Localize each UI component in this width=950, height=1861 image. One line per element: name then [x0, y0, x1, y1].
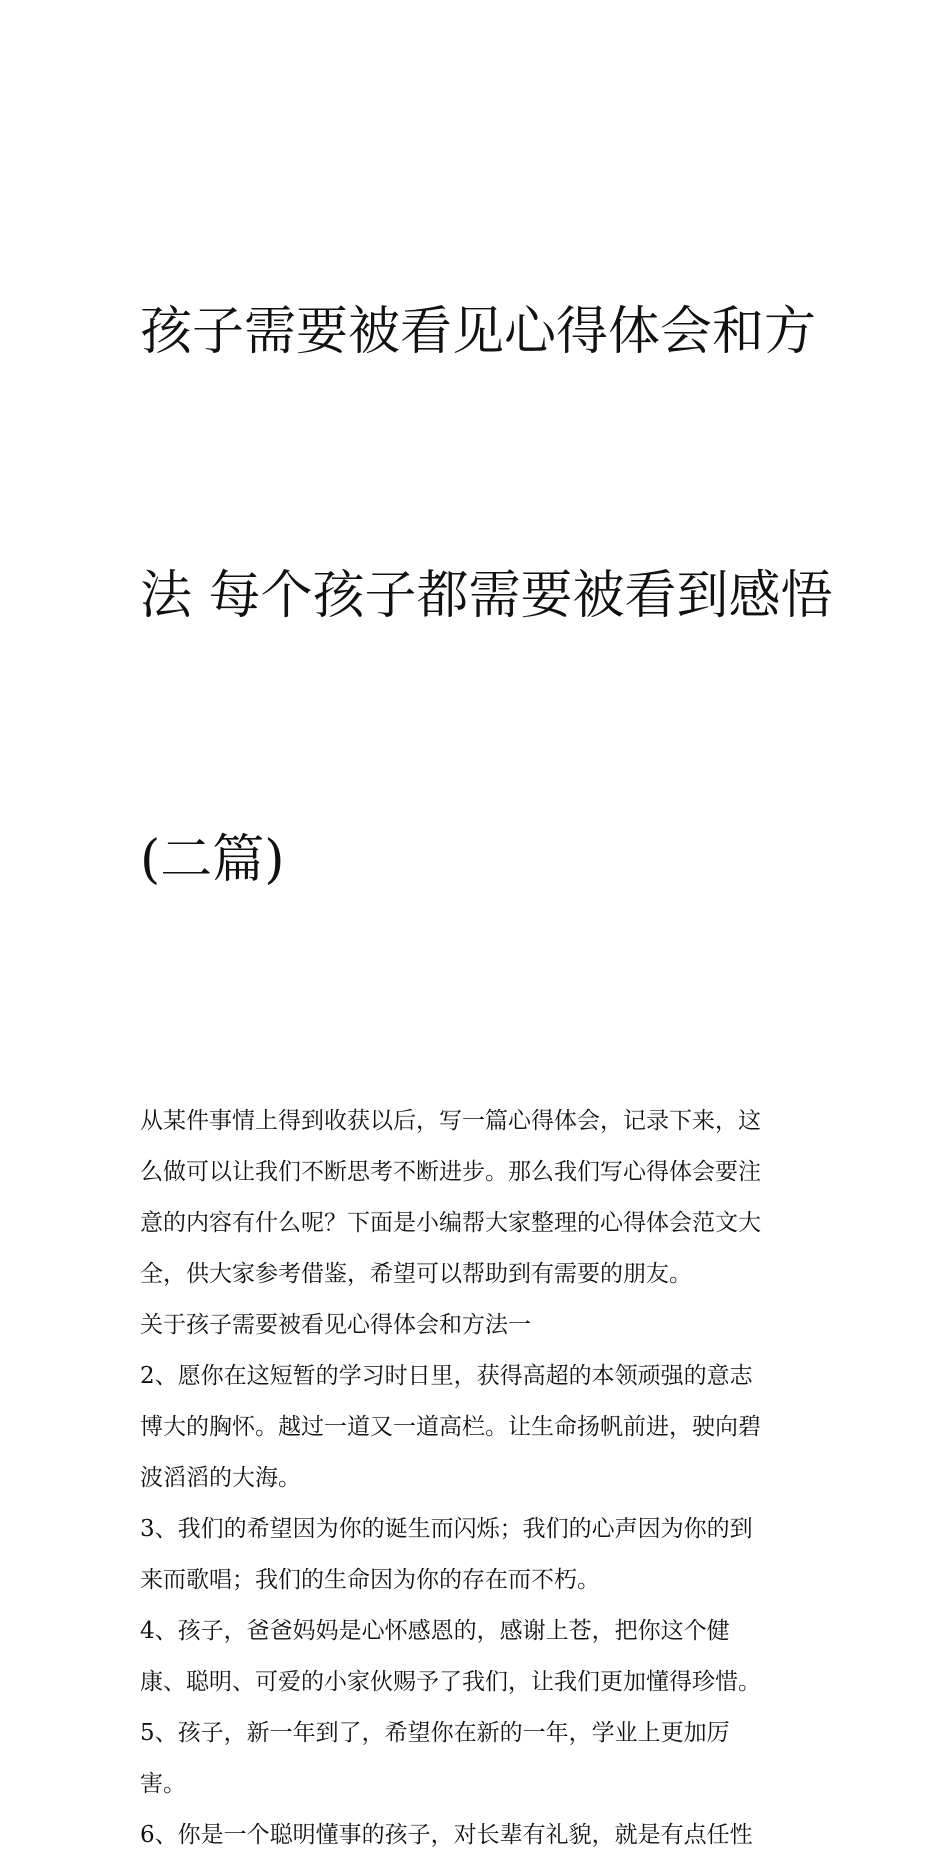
list-item: [140, 1351, 820, 1504]
section-heading-text: 关于孩子需要被看见心得体会和方法一: [140, 1312, 531, 1338]
list-item: [140, 1606, 820, 1708]
intro-paragraph: [140, 1096, 820, 1300]
list-item-line: 康、聪明、可爱的小家伙赐予了我们，让我们更加懂得珍惜。: [140, 1669, 761, 1695]
list-item-line: 波滔滔的大海。: [140, 1465, 301, 1491]
document-title: [140, 112, 833, 1080]
intro-line: 从某件事情上得到收获以后，写一篇心得体会，记录下来，这: [140, 1108, 761, 1134]
intro-line: 全，供大家参考借鉴，希望可以帮助到有需要的朋友。: [140, 1261, 692, 1287]
list-item-line: 3、我们的希望因为你的诞生而闪烁；我们的心声因为你的到: [140, 1516, 753, 1542]
list-item-line: 害。: [140, 1771, 186, 1797]
title-line: 法 每个孩子都需要被看到感悟: [140, 566, 833, 626]
list-item: [140, 1708, 820, 1810]
list-item-line: 5、孩子，新一年到了，希望你在新的一年，学业上更加厉: [140, 1720, 730, 1746]
list-item-line: 6、你是一个聪明懂事的孩子，对长辈有礼貌，就是有点任性: [140, 1822, 753, 1848]
document-content: [140, 112, 833, 1861]
list-item-line: 4、孩子，爸爸妈妈是心怀感恩的，感谢上苍，把你这个健: [140, 1618, 730, 1644]
list-item-line: 来而歌唱；我们的生命因为你的存在而不朽。: [140, 1567, 600, 1593]
document-body: [140, 1096, 820, 1861]
intro-line: 意的内容有什么呢？下面是小编帮大家整理的心得体会范文大: [140, 1210, 761, 1236]
section-heading: [140, 1300, 820, 1351]
title-line: (二篇): [140, 830, 285, 890]
list-item-line: 博大的胸怀。越过一道又一道高栏。让生命扬帆前进，驶向碧: [140, 1414, 761, 1440]
list-item-line: 2、愿你在这短暂的学习时日里，获得高超的本领顽强的意志: [140, 1363, 753, 1389]
intro-line: 么做可以让我们不断思考不断进步。那么我们写心得体会要注: [140, 1159, 761, 1185]
title-line: 孩子需要被看见心得体会和方: [140, 302, 817, 362]
list-item: [140, 1504, 820, 1606]
list-item: [140, 1810, 820, 1861]
